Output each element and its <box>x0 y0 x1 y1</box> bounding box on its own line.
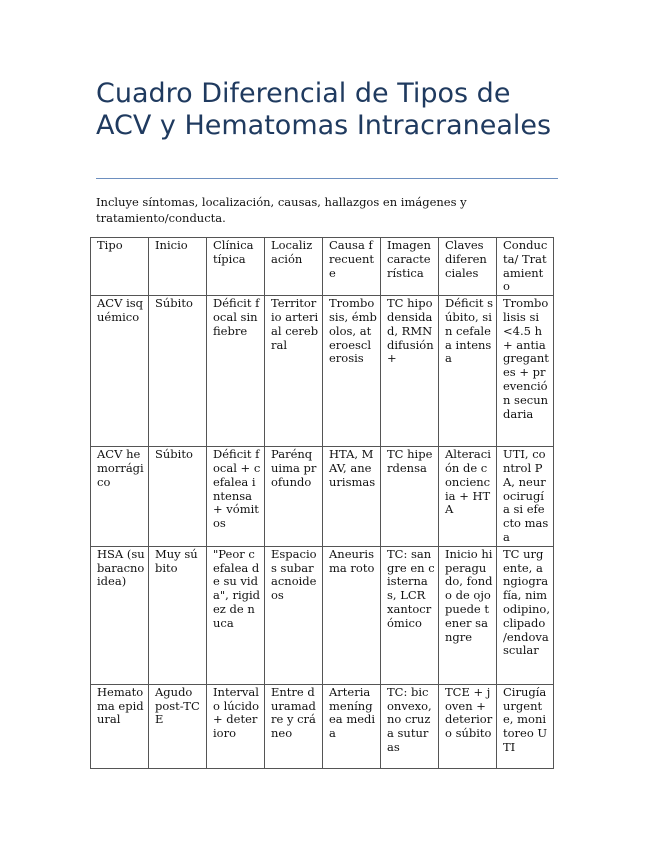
table-cell: Inicio hiperagudo, fondo de ojo puede tener sangre <box>439 546 497 684</box>
table-row <box>91 684 554 768</box>
header-cell: Localización <box>265 238 323 296</box>
table-cell: TC hiperdensa <box>381 447 439 547</box>
header-cell: Tipo <box>91 238 149 296</box>
table-cell: Trombosis, émbolos, ateroesclerosis <box>323 296 381 447</box>
table-cell: UTI, control PA, neurocirugía si efecto masa <box>497 447 554 547</box>
table-cell: TC: biconvexo, no cruza suturas <box>381 684 439 768</box>
table-cell: Muy súbito <box>149 546 207 684</box>
document-title: Cuadro Diferencial de Tipos de ACV y Hematomas Intracraneales <box>96 78 552 141</box>
table-cell: Déficit súbito, sin cefalea intensa <box>439 296 497 447</box>
header-cell: Imagen característica <box>381 238 439 296</box>
table-cell: Trombolisis si <4.5 h + antiagregantes + prevención secundaria <box>497 296 554 447</box>
table-cell: Súbito <box>149 296 207 447</box>
header-cell: Clínica típica <box>207 238 265 296</box>
table-cell: TCE + joven + deterioro súbito <box>439 684 497 768</box>
table-cell: Agudo post-TCE <box>149 684 207 768</box>
table-header-row <box>91 238 554 296</box>
intro-paragraph: Incluye síntomas, localización, causas, hallazgos en imágenes y tratamiento/conducta. <box>96 195 467 225</box>
header-cell: Causa frecuente <box>323 238 381 296</box>
table-row <box>91 296 554 447</box>
table-cell: Arteria meníngea media <box>323 684 381 768</box>
table-cell: ACV isquémico <box>91 296 149 447</box>
header-cell: Conducta/ Tratamiento <box>497 238 554 296</box>
table-cell: Hematoma epidural <box>91 684 149 768</box>
table-cell: Aneurisma roto <box>323 546 381 684</box>
header-cell: Claves diferenciales <box>439 238 497 296</box>
table-cell: Intervalo lúcido + deterioro <box>207 684 265 768</box>
table-cell: TC hipodensidad, RMN difusión + <box>381 296 439 447</box>
table-cell: Entre duramadre y cráneo <box>265 684 323 768</box>
table-cell: Alteración de conciencia + HTA <box>439 447 497 547</box>
table-cell: HTA, MAV, aneurismas <box>323 447 381 547</box>
table-row <box>91 447 554 547</box>
table-cell: "Peor cefalea de su vida", rigidez de nuca <box>207 546 265 684</box>
table-cell: ACV hemorrágico <box>91 447 149 547</box>
title-divider <box>96 178 558 179</box>
table-cell: Déficit focal + cefalea intensa + vómitos <box>207 447 265 547</box>
table-cell: TC: sangre en cisternas, LCR xantocrómico <box>381 546 439 684</box>
table-cell: Parénquima profundo <box>265 447 323 547</box>
table-row <box>91 546 554 684</box>
header-cell: Inicio <box>149 238 207 296</box>
differential-table <box>90 237 554 769</box>
table-cell: HSA (subaracnoidea) <box>91 546 149 684</box>
table-cell: Cirugía urgente, monitoreo UTI <box>497 684 554 768</box>
table-cell: Déficit focal sin fiebre <box>207 296 265 447</box>
table-cell: TC urgente, angiografía, nimodipino, clipado /endovascular <box>497 546 554 684</box>
table-cell: Territorio arterial cerebral <box>265 296 323 447</box>
table-cell: Espacios subaracnoideos <box>265 546 323 684</box>
table-cell: Súbito <box>149 447 207 547</box>
